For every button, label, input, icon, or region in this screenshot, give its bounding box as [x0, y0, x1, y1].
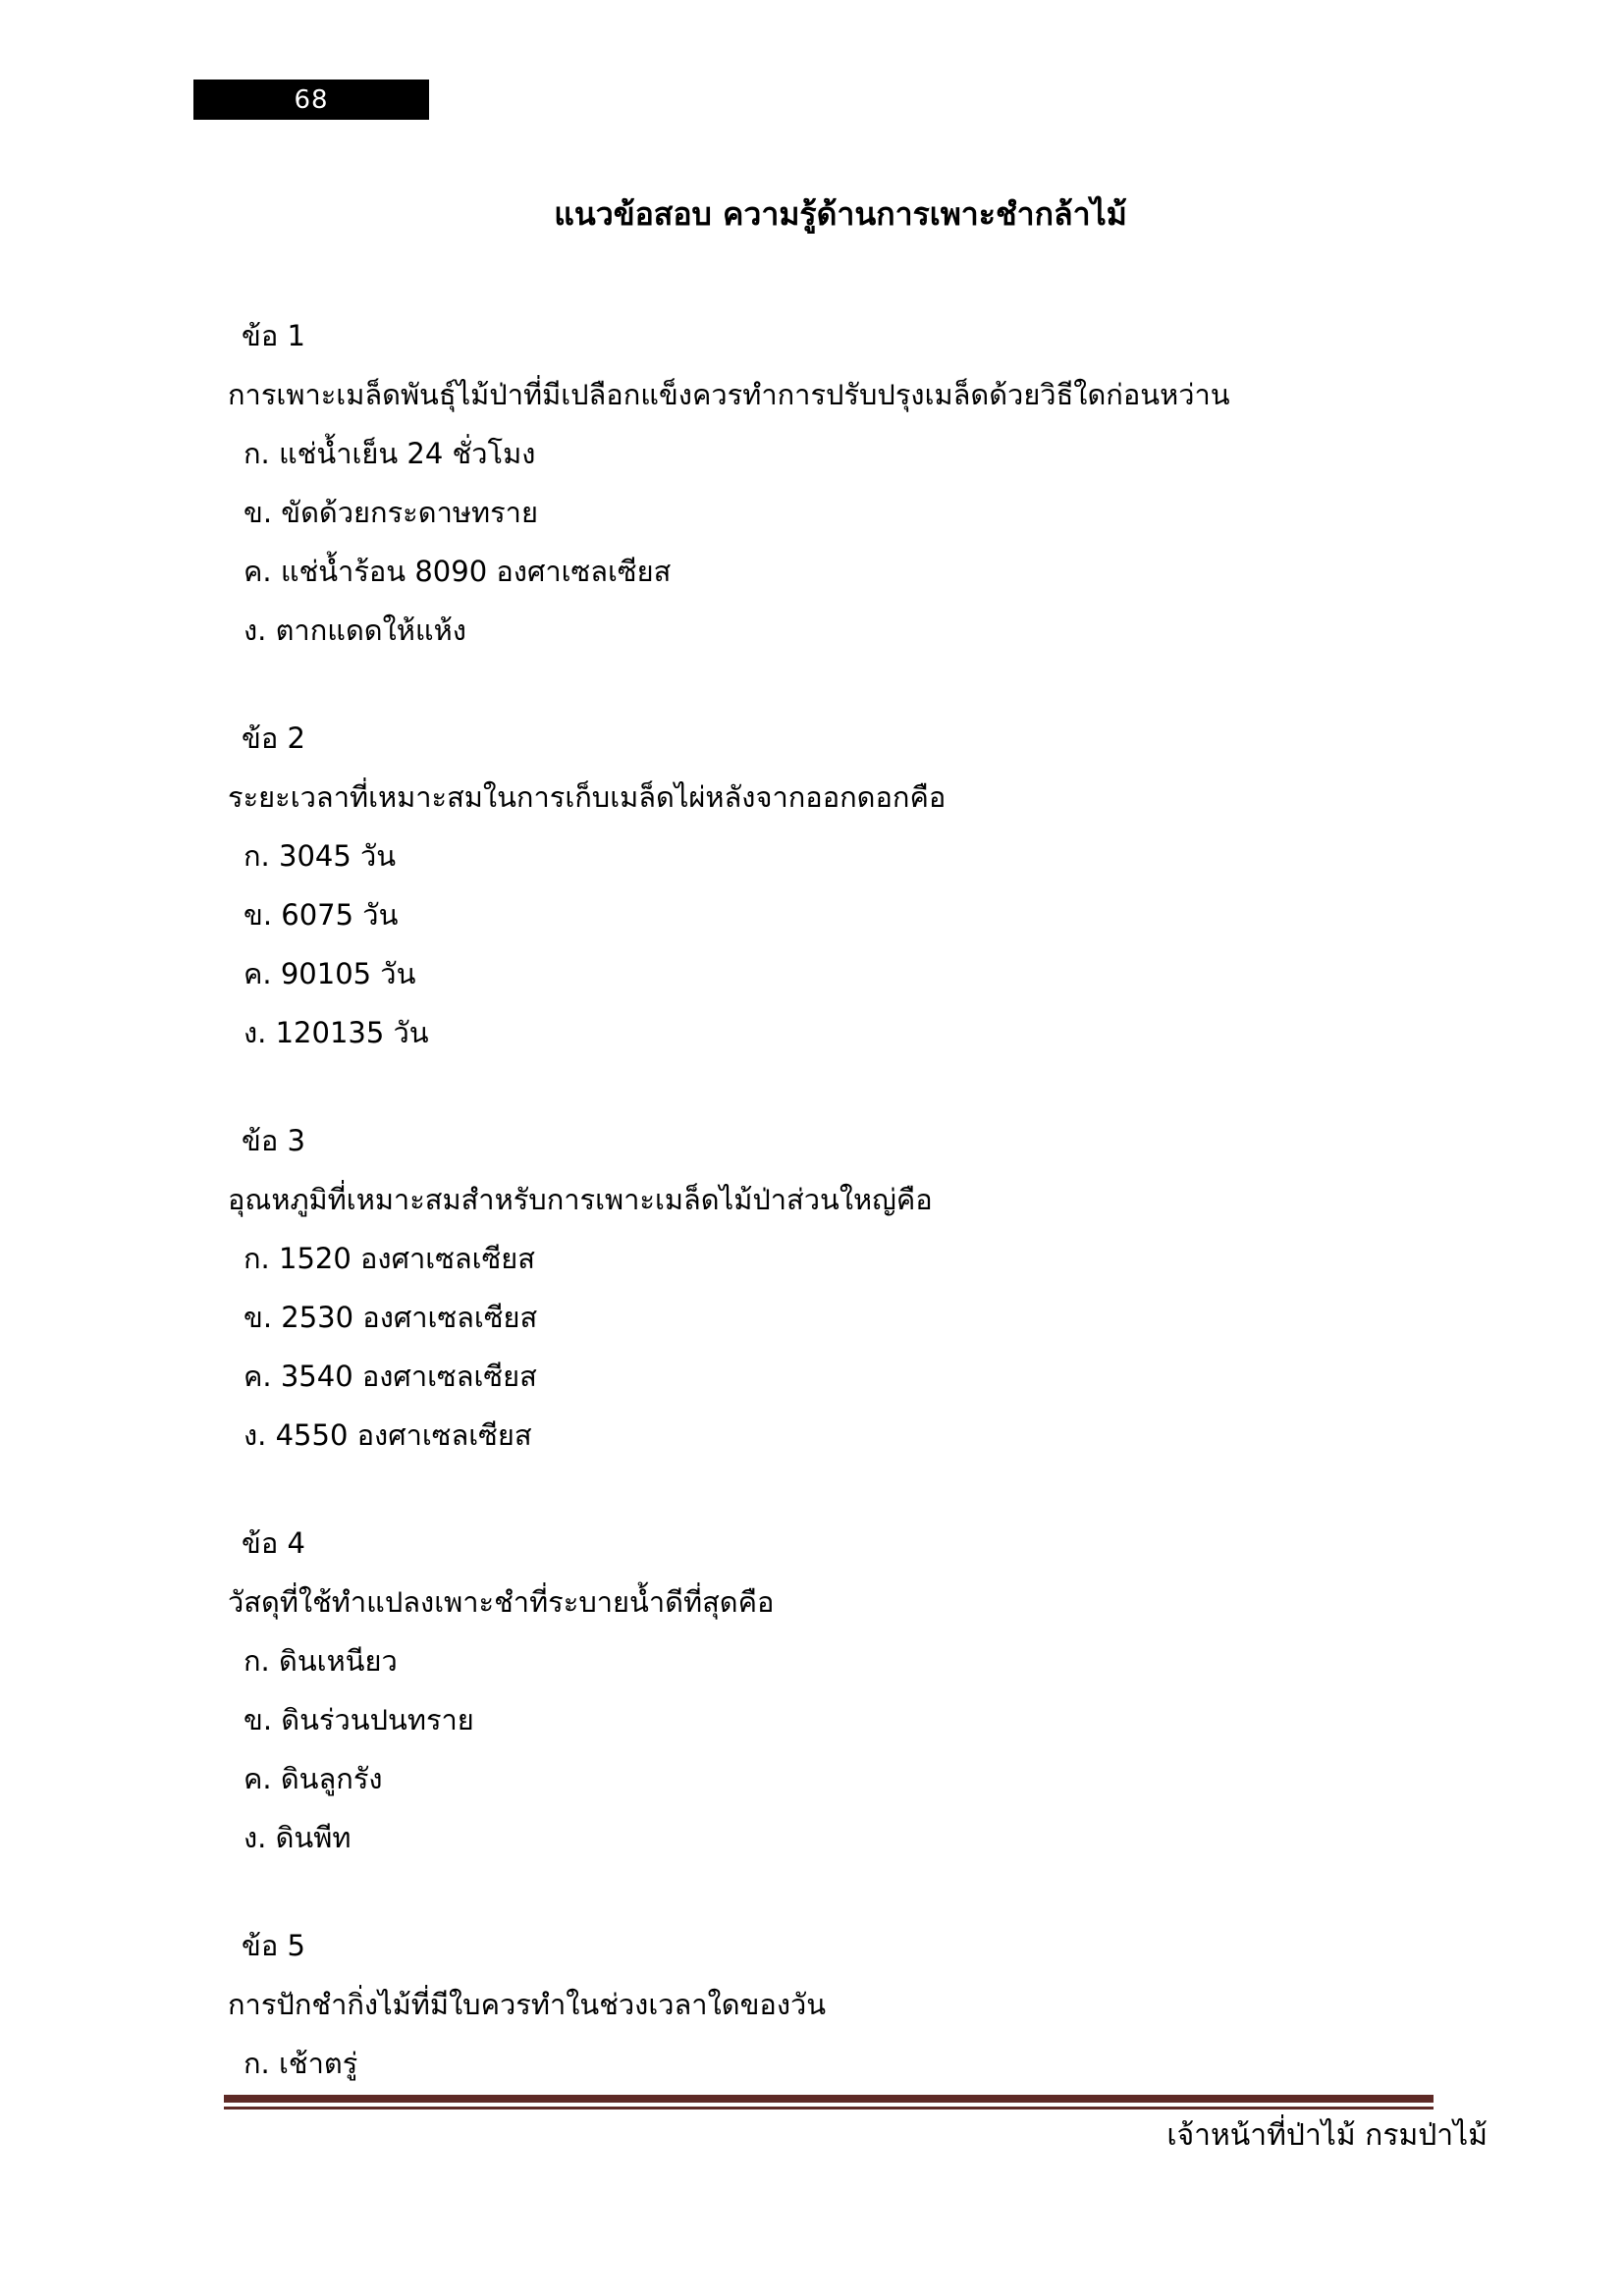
question-1-choice-b: ข. ขัดด้วยกระดาษทราย: [244, 496, 538, 529]
question-2-choice-a: ก. 3045 วัน: [244, 839, 397, 873]
question-1-text: การเพาะเมล็ดพันธุ์ไม้ป่าที่มีเปลือกแข็งควรทำการปรับปรุงเมล็ดด้วยวิธีใดก่อนหว่าน: [228, 378, 1230, 411]
question-3-choice-c: ค. 3540 องศาเซลเซียส: [244, 1360, 537, 1393]
footer-rule-thick: [224, 2095, 1434, 2103]
question-block-1: [228, 306, 1453, 660]
content-area: [228, 0, 1453, 2142]
question-5-text: การปักชำกิ่งไม้ที่มีใบควรทำในช่วงเวลาใดของวัน: [228, 1988, 827, 2021]
question-block-4: [228, 1514, 1453, 1867]
question-4-choice-d: ง. ดินพีท: [244, 1821, 352, 1854]
question-1-choice-c: ค. แช่น้ำร้อน 8090 องศาเซลเซียส: [244, 555, 672, 588]
question-2-choice-d: ง. 120135 วัน: [244, 1016, 429, 1049]
page-number: 68: [294, 84, 329, 115]
question-4-choice-b: ข. ดินร่วนปนทราย: [244, 1703, 474, 1736]
question-4-choice-a: ก. ดินเหนียว: [244, 1644, 398, 1678]
question-4-text: วัสดุที่ใช้ทำแปลงเพาะชำที่ระบายน้ำดีที่สุดคือ: [228, 1585, 775, 1619]
question-2-choice-b: ข. 6075 วัน: [244, 898, 399, 932]
footer-credit: เจ้าหน้าที่ป่าไม้ กรมป่าไม้: [1166, 2118, 1488, 2153]
question-3-label: ข้อ 3: [242, 1124, 305, 1157]
question-3-choice-b: ข. 2530 องศาเซลเซียส: [244, 1301, 538, 1334]
question-2-text: ระยะเวลาที่เหมาะสมในการเก็บเมล็ดไผ่หลังจากออกดอกคือ: [228, 780, 947, 814]
question-1-choice-a: ก. แช่น้ำเย็น 24 ชั่วโมง: [244, 437, 536, 470]
question-2-label: ข้อ 2: [242, 721, 305, 755]
page-title: แนวข้อสอบ ความรู้ด้านการเพาะชำกล้าไม้: [554, 195, 1127, 233]
question-3-text: อุณหภูมิที่เหมาะสมสำหรับการเพาะเมล็ดไม้ป่าส่วนใหญ่คือ: [228, 1183, 933, 1216]
question-4-choice-c: ค. ดินลูกรัง: [244, 1762, 383, 1795]
question-5-choice-a: ก. เช้าตรู่: [244, 2047, 358, 2080]
question-2-choice-c: ค. 90105 วัน: [244, 957, 416, 990]
question-4-label: ข้อ 4: [242, 1526, 305, 1560]
question-3-choice-d: ง. 4550 องศาเซลเซียส: [244, 1418, 532, 1452]
question-block-3: [228, 1111, 1453, 1465]
question-block-5: [228, 1916, 1453, 2093]
question-1-choice-d: ง. ตากแดดให้แห้ง: [244, 614, 466, 647]
question-1-label: ข้อ 1: [242, 319, 305, 352]
question-block-2: [228, 709, 1453, 1062]
question-5-label: ข้อ 5: [242, 1929, 305, 1962]
question-3-choice-a: ก. 1520 องศาเซลเซียส: [244, 1242, 535, 1275]
footer-rule-thin: [224, 2107, 1434, 2109]
